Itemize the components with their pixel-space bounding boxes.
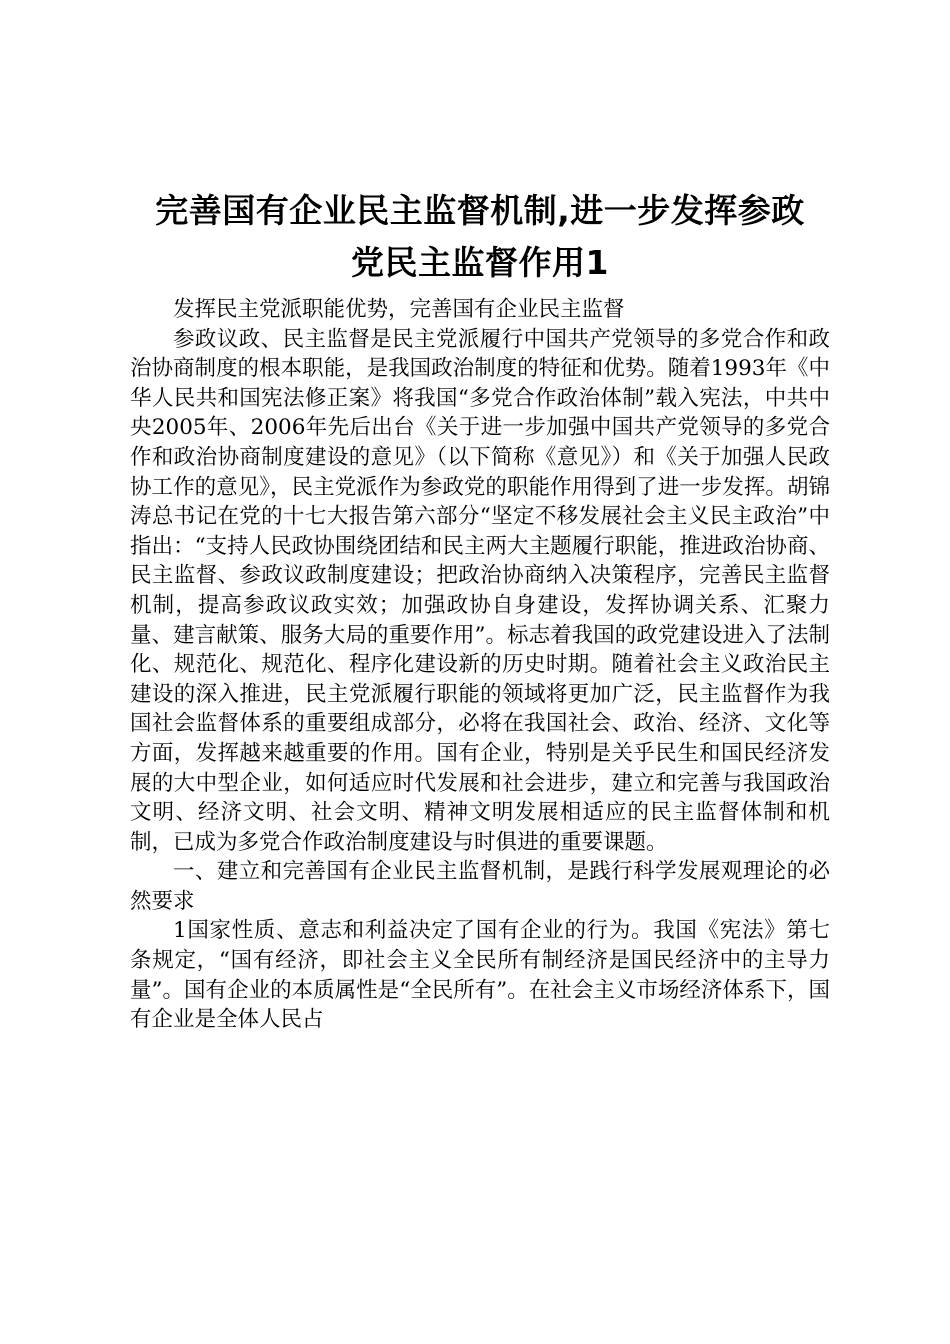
paragraph-point-1: 1国家性质、意志和利益决定了国有企业的行为。我国《宪法》第七条规定，“国有经济，即社会主义全民所有制经济是国民经济中的主导力量”。国有企业的本质属性是“全民所有”。在社会主义市场经济体系下，国有企业是全体人民占	[130, 918, 830, 1033]
paragraph-subtitle: 发挥民主党派职能优势，完善国有企业民主监督	[173, 297, 625, 322]
paragraph-intro: 参政议政、民主监督是民主党派履行中国共产党领导的多党合作和政治协商制度的根本职能，是我国政治制度的特征和优势。随着1993年《中华人民共和国宪法修正案》将我国“多党合作政治体制”载入宪法，中共中央2005年、2006年先后出台《关于进一步加强中国共产党领导的多党合作和政治协商制度建设的意见》（以下简称《意见》）和《关于加强人民政协工作的意见》，民主党派作为参政党的职能作用得到了进一步发挥。胡锦涛总书记在党的十七大报告第六部分“坚定不移发展社会主义民主政治”中指出：“支持人民政协围绕团结和民主两大主题履行职能，推进政治协商、民主监督、参政议政制度建设；把政治协商纳入决策程序，完善民主监督机制，提高参政议政实效；加强政协自身建设，发挥协调关系、汇聚力量、建言献策、服务大局的重要作用”。标志着我国的政党建设进入了法制化、规范化、规范化、程序化建设新的历史时期。随着社会主义政治民主建设的深入推进，民主党派履行职能的领域将更加广泛，民主监督作为我国社会监督体系的重要组成部分，必将在我国社会、政治、经济、文化等方面，发挥越来越重要的作用。国有企业，特别是关乎民生和国民经济发展的大中型企业，如何适应时代发展和社会进步，建立和完善与我国政治文明、经济文明、社会文明、精神文明发展相适应的民主监督体制和机制，已成为多党合作政治制度建设与时俱进的重要课题。	[130, 326, 830, 855]
title-line-2: 党民主监督作用1	[351, 243, 609, 282]
title-line-1: 完善国有企业民主监督机制,进一步发挥参政	[155, 191, 805, 230]
document-body	[130, 295, 830, 1035]
document-page	[130, 185, 830, 1035]
paragraph-section-heading: 一、建立和完善国有企业民主监督机制，是践行科学发展观理论的必然要求	[130, 859, 830, 914]
document-title	[130, 185, 830, 289]
